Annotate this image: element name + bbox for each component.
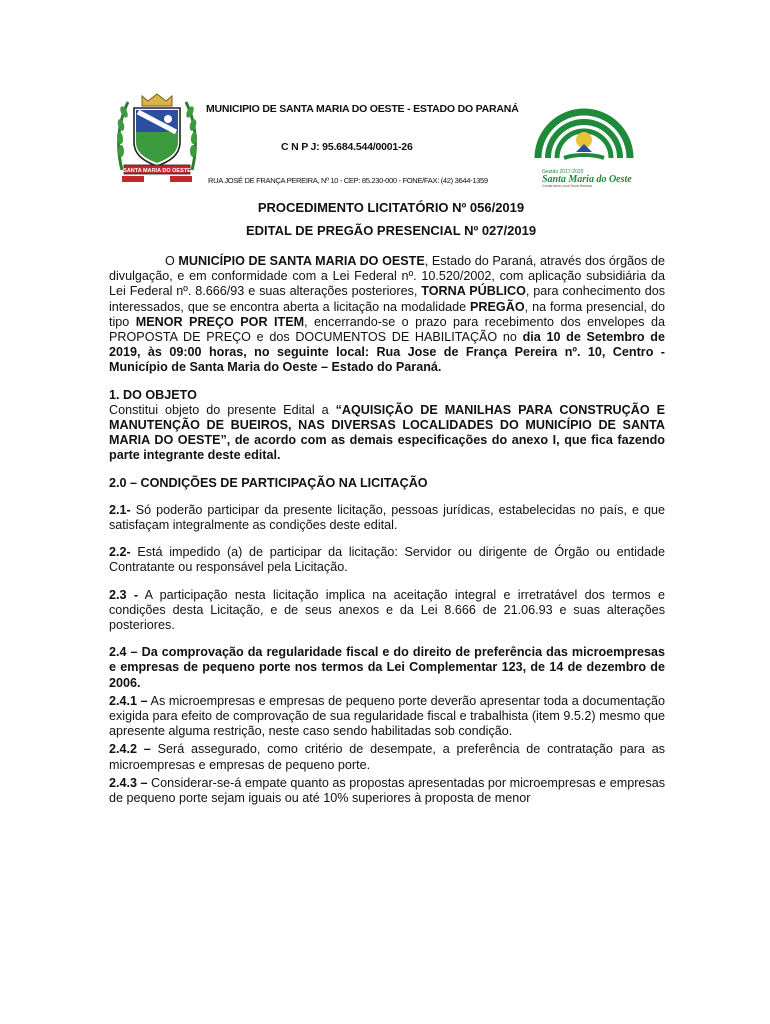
item-2-3-text: A participação nesta licitação implica na aceitação integral e irretratável dos termos e condições desta Licitação, e de seus anexos e da Lei 8.666 de 21.06.93 e suas alterações posteriores. <box>109 587 665 633</box>
procedure-title: PROCEDIMENTO LICITATÓRIO Nº 056/2019 <box>257 200 525 215</box>
document-body <box>109 254 665 818</box>
item-2-4-3-text: Considerar-se-á empate quanto as propostas apresentadas por microempresas e empresas de pequeno porte sejam iguais ou até 10% superiores à proposta de menor <box>109 775 665 806</box>
item-2-2-text: Está impedido (a) de participar da licitação: Servidor ou dirigente de Órgão ou entidade Contratante ou responsável pela Licitação. <box>109 545 665 575</box>
section-1-paragraph <box>109 403 665 464</box>
item-2-4-1-text: As microempresas e empresas de pequeno porte deverão apresentar toda a documentação exigida para efeito de comprovação de sua regularidade fiscal e trabalhista (item 9.5.2) mesmo que apresente alguma restrição, neste caso sendo habilitadas sob condição. <box>109 693 665 739</box>
intro-bold-3: PREGÃO <box>470 299 525 314</box>
municipality-line: MUNICIPIO DE SANTA MARIA DO OESTE - ESTADO DO PARANÁ <box>206 103 519 115</box>
section-1-title: 1. DO OBJETO <box>109 387 197 402</box>
intro-bold-5: dia 10 de Setembro de 2019, às 09:00 horas, no seguinte local: Rua Jose de França Pereira nº. 10, Centro - Município de Santa Maria do Oeste – Estado do Paraná. <box>109 330 665 375</box>
intro-bold-2: TORNA PÚBLICO <box>421 284 526 299</box>
item-2-4-2-number: 2.4.2 – <box>109 742 151 757</box>
section-1-bold: “AQUISIÇÃO DE MANILHAS PARA CONSTRUÇÃO E MANUTENÇÃO DE BUEIROS, NAS DIVERSAS LOCALIDADES DO MUNICÍPIO DE SANTA MARIA DO OESTE”, de acordo com as demais especificações do anexo I, que fica fazendo parte integrante deste edital. <box>109 402 665 463</box>
item-2-2 <box>109 545 665 575</box>
intro-text-3: , para conhecimento dos interessados, que se encontra aberta a licitação na modalidade <box>109 284 665 314</box>
intro-paragraph <box>109 254 665 376</box>
item-2-4-3-number: 2.4.3 – <box>109 775 148 790</box>
administration-logo-icon <box>524 96 644 188</box>
intro-text-1: O <box>165 254 179 268</box>
cnpj-line: C N P J: 95.684.544/0001-26 <box>281 141 413 153</box>
item-2-1-text: Só poderão participar da presente licitação, pessoas jurídicas, estabelecidas no país, e que satisfaçam integralmente as condições deste edital. <box>109 502 665 533</box>
item-2-4-1-number: 2.4.1 – <box>109 693 148 708</box>
item-2-4-3 <box>109 776 665 806</box>
intro-text-5: , encerrando-se o prazo para recebimento dos envelopes da PROPOSTA DE PREÇO e dos DOCUMENTOS DE HABILITAÇÃO no <box>109 314 666 345</box>
item-2-3-number: 2.3 - <box>109 587 139 602</box>
item-2-1 <box>109 503 665 533</box>
item-2-2-number: 2.2- <box>109 545 131 560</box>
item-2-4-2-text: Será assegurado, como critério de desempate, a preferência de contratação para as microempresas e empresas de pequeno porte. <box>109 742 665 772</box>
crest-banner-text: SANTA MARIA DO OESTE <box>123 168 191 174</box>
logo-script-text: Santa Maria do Oeste <box>542 174 632 185</box>
intro-text-2: , Estado do Paraná, através dos órgãos de divulgação, e em conformidade com a Lei Federal nº. 10.520/2002, com aplicação subsidiária da Lei Federal nº. 8.666/93 e suas alterações posteriores, <box>109 254 665 299</box>
section-2-title: 2.0 – CONDIÇÕES DE PARTICIPAÇÃO NA LICITAÇÃO <box>109 475 428 490</box>
item-2-4-title: 2.4 – Da comprovação da regularidade fiscal e do direito de preferência das microempresas e empresas de pequeno porte nos termos da Lei Complementar 123, de 14 de dezembro de 2006. <box>109 645 665 690</box>
section-1-text: Constitui objeto do presente Edital a <box>109 402 336 417</box>
item-2-3 <box>109 588 665 634</box>
item-2-4-1 <box>109 694 665 740</box>
edital-title: EDITAL DE PREGÃO PRESENCIAL Nº 027/2019 <box>245 223 537 238</box>
logo-small-text: Gestão 2017-2020 <box>542 169 584 175</box>
item-2-4-2 <box>109 742 665 772</box>
intro-bold-4: MENOR PREÇO POR ITEM <box>135 314 305 329</box>
logo-tagline: Construindo uma Nova História <box>542 184 592 188</box>
intro-bold-1: MUNICÍPIO DE SANTA MARIA DO OESTE <box>178 254 425 268</box>
item-2-1-number: 2.1- <box>109 502 131 517</box>
municipal-crest-icon <box>112 92 202 184</box>
intro-text-4: , na forma presencial, do tipo <box>109 299 665 329</box>
address-line: RUA JOSÉ DE FRANÇA PEREIRA, Nº 10 - CEP: 85.230-000 - FONE/FAX: (42) 3644-1359 <box>208 176 488 185</box>
